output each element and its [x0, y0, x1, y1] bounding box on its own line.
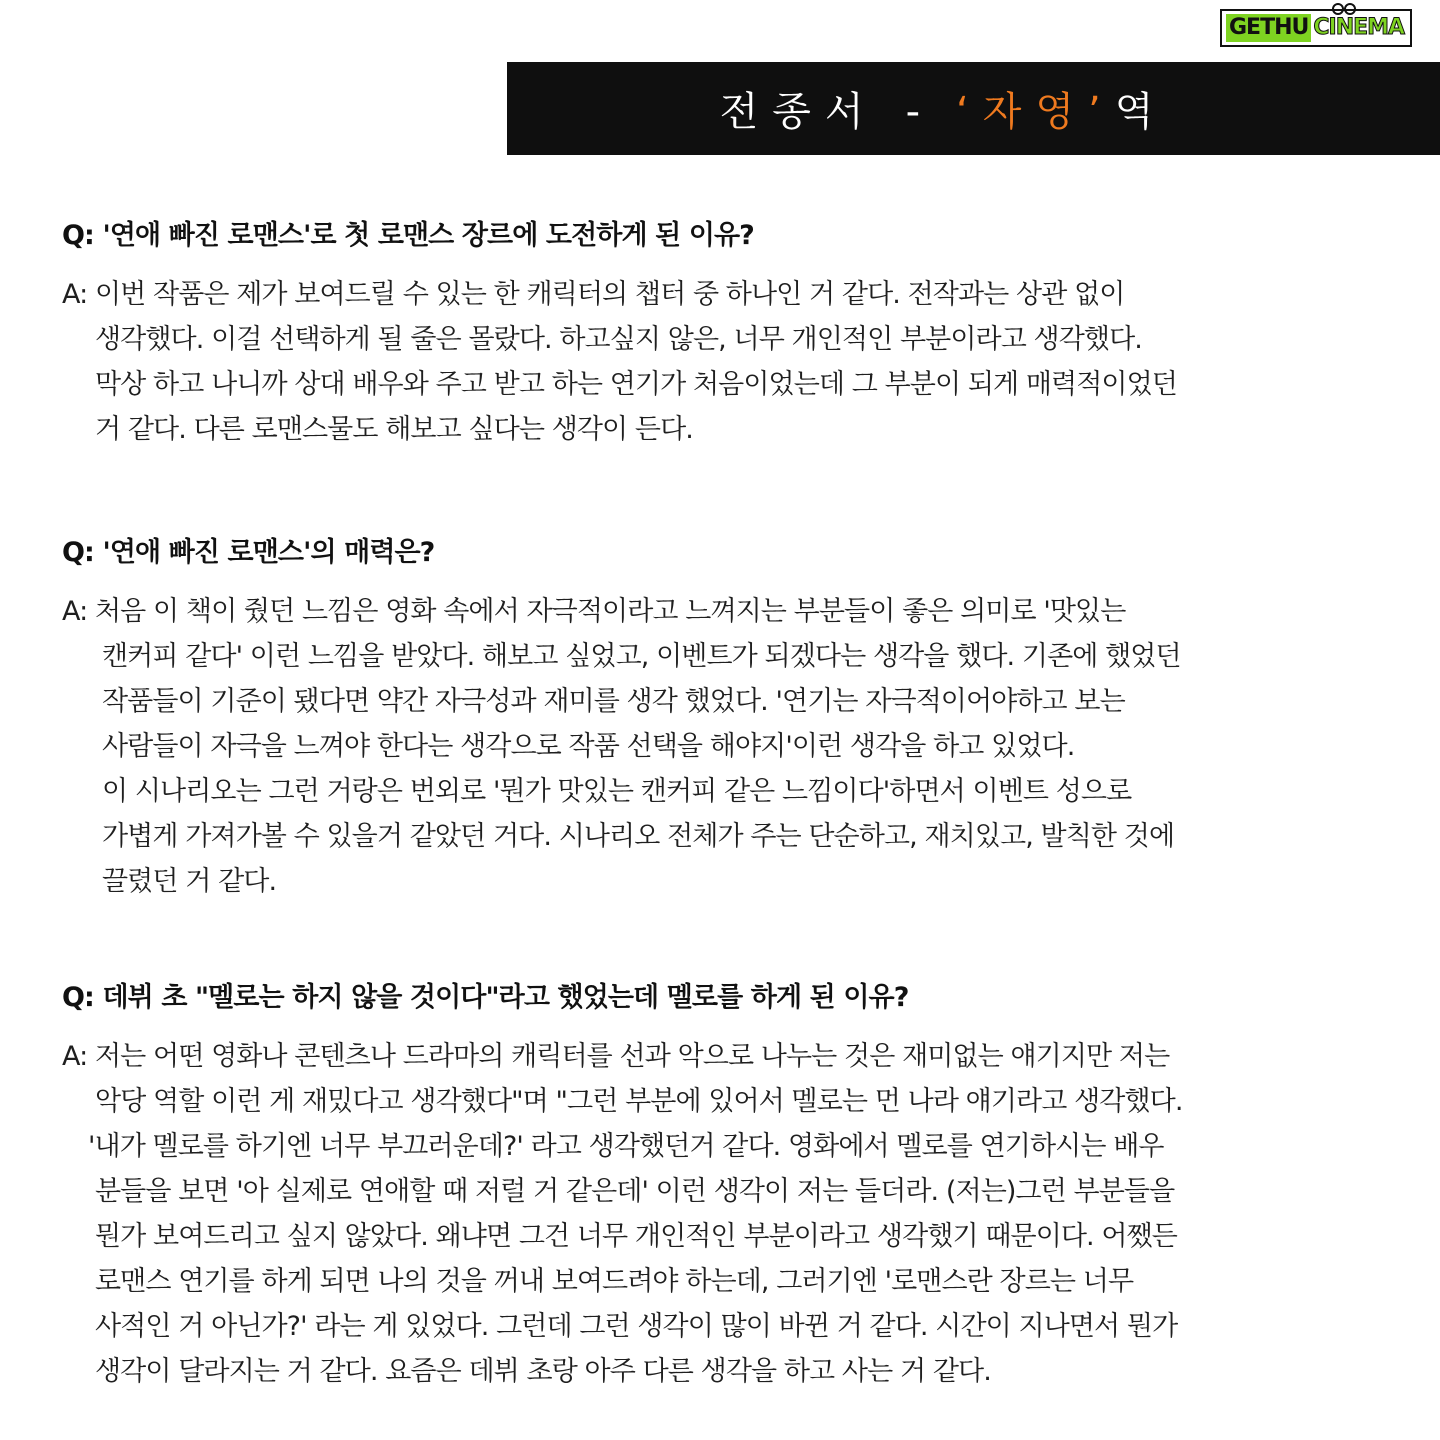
answer — [62, 1034, 1402, 1394]
answer-line: 작품들이 기준이 됐다면 약간 자극성과 재미를 생각 했었다. '연기는 자극적이어야하고 보는 — [102, 686, 1125, 717]
answer-line: 거 같다. 다른 로맨스물도 해보고 싶다는 생각이 든다. — [95, 414, 693, 445]
answer-line: 생각이 달라지는 거 같다. 요즘은 데뷔 초랑 아주 다른 생각을 하고 사는 거 같다. — [95, 1356, 991, 1387]
answer-line: A: 이번 작품은 제가 보여드릴 수 있는 한 캐릭터의 챕터 중 하나인 거 같다. 전작과는 상관 없이 — [62, 279, 1125, 310]
answer-line: 사람들이 자극을 느껴야 한다는 생각으로 작품 선택을 해야지'이런 생각을 하고 있었다. — [102, 731, 1075, 762]
answer-line: 끌렸던 거 같다. — [102, 866, 277, 897]
answer — [62, 589, 1402, 904]
answer-line: 캔커피 같다' 이런 느낌을 받았다. 해보고 싶었고, 이벤트가 되겠다는 생각을 했다. 기존에 했었던 — [102, 641, 1181, 672]
answer-line: 이 시나리오는 그런 거랑은 번외로 '뭔가 맛있는 캔커피 같은 느낌이다'하면서 이벤트 성으로 — [102, 776, 1132, 807]
answer — [62, 272, 1402, 452]
role-suffix: 역 — [1114, 89, 1168, 135]
answer-line: '내가 멜로를 하기엔 너무 부끄러운데?' 라고 생각했던거 같다. 영화에서 멜로를 연기하시는 배우 — [88, 1131, 1164, 1162]
answer-line: 로맨스 연기를 하게 되면 나의 것을 꺼내 보여드려야 하는데, 그러기엔 '로맨스란 장르는 너무 — [95, 1266, 1134, 1297]
logo-box — [1220, 9, 1412, 47]
answer-line: 생각했다. 이걸 선택하게 될 줄은 몰랐다. 하고싶지 않은, 너무 개인적인 부분이라고 생각했다. — [95, 324, 1142, 355]
role-close-quote: ’ — [1088, 89, 1115, 135]
answer-line: A: 저는 어떤 영화나 콘텐츠나 드라마의 캐릭터를 선과 악으로 나누는 것은 재미없는 얘기지만 저는 — [62, 1041, 1170, 1072]
camera-icon — [1332, 2, 1358, 16]
qa-block — [62, 978, 1402, 1394]
answer-line: 뭔가 보여드리고 싶지 않았다. 왜냐면 그건 너무 개인적인 부분이라고 생각했기 때문이다. 어쨌든 — [95, 1221, 1177, 1252]
answer-line: 가볍게 가져가볼 수 있을거 같았던 거다. 시나리오 전체가 주는 단순하고, 재치있고, 발칙한 것에 — [102, 821, 1175, 852]
answer-line: 악당 역할 이런 게 재밌다고 생각했다"며 "그런 부분에 있어서 멜로는 먼 나라 얘기라고 생각했다. — [95, 1086, 1183, 1117]
qa-block — [62, 533, 1402, 904]
logo-text-gethu: GETHU — [1226, 14, 1311, 42]
answer-line: A: 처음 이 책이 줬던 느낌은 영화 속에서 자극적이라고 느껴지는 부분들이 좋은 의미로 '맛있는 — [62, 596, 1126, 627]
page-title — [720, 80, 1168, 137]
actor-name: 전종서 — [719, 89, 878, 135]
answer-line: 사적인 거 아닌가?' 라는 게 있었다. 그런데 그런 생각이 많이 바뀐 거 같다. 시간이 지나면서 뭔가 — [95, 1311, 1178, 1342]
title-dash: - — [905, 89, 934, 135]
question: Q: '연애 빠진 로맨스'로 첫 로맨스 장르에 도전하게 된 이유? — [62, 220, 754, 251]
qa-block — [62, 216, 1402, 452]
title-bar — [507, 62, 1440, 155]
role-name: 자영 — [982, 89, 1088, 135]
question: Q: 데뷔 초 "멜로는 하지 않을 것이다"라고 했었는데 멜로를 하게 된 이유? — [62, 982, 909, 1013]
role-open-quote: ‘ — [956, 89, 983, 135]
gethu-cinema-logo — [1220, 8, 1432, 48]
answer-line: 분들을 보면 '아 실제로 연애할 때 저럴 거 같은데' 이런 생각이 저는 들더라. (저는)그런 부분들을 — [95, 1176, 1175, 1207]
question: Q: '연애 빠진 로맨스'의 매력은? — [62, 537, 435, 568]
answer-line: 막상 하고 나니까 상대 배우와 주고 받고 하는 연기가 처음이었는데 그 부분이 되게 매력적이었던 — [95, 369, 1177, 400]
logo-text-cinema: CINEMA — [1313, 15, 1405, 40]
